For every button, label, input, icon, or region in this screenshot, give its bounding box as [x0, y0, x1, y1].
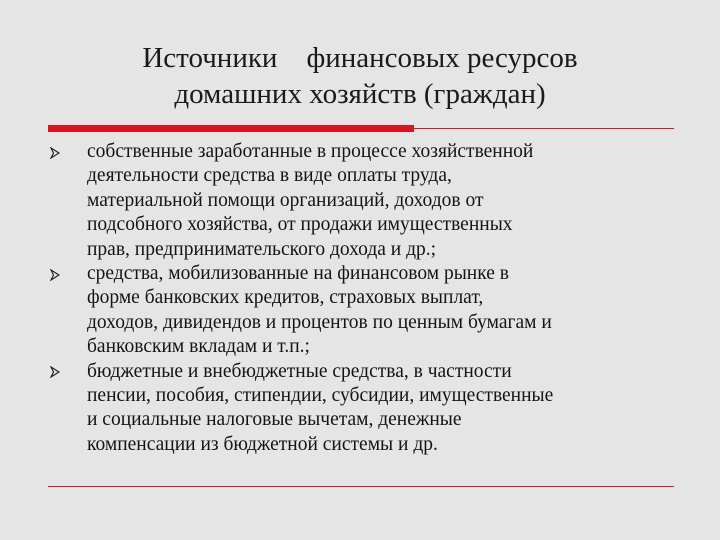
- list-item: [50, 360, 680, 458]
- list-item-line: и социальные налоговые вычетам, денежные: [87, 409, 462, 431]
- list-item-line: доходов, дивидендов и процентов по ценным бумагам и: [87, 311, 552, 333]
- list-item: [50, 140, 680, 262]
- title-line-2: домашних хозяйств (граждан): [174, 78, 546, 110]
- footer-rule: [48, 486, 674, 487]
- title-underline: [48, 128, 674, 129]
- list-item-line: средства, мобилизованные на финансовом рынке в: [87, 263, 509, 285]
- list-item-line: бюджетные и внебюджетные средства, в частности: [87, 360, 512, 382]
- list-item-text: [87, 262, 680, 360]
- title-line-1: Источники финансовых ресурсов: [142, 42, 578, 74]
- list-item-text: [87, 140, 680, 262]
- list-item-line: собственные заработанные в процессе хозяйственной: [87, 141, 534, 162]
- slide-title: [60, 40, 660, 112]
- arrowhead-bullet-icon: [50, 360, 87, 385]
- list-item-line: компенсации из бюджетной системы и др.: [87, 433, 438, 455]
- list-item-text: [87, 360, 680, 458]
- list-item-line: материальной помощи организаций, доходов от: [87, 189, 484, 211]
- list-item-line: пенсии, пособия, стипендии, субсидии, имущественные: [87, 385, 554, 407]
- list-item-line: деятельности средства в виде оплаты труда,: [87, 165, 452, 187]
- arrowhead-bullet-icon: [50, 140, 87, 165]
- arrowhead-bullet-icon: [50, 262, 87, 287]
- list-item-line: подсобного хозяйства, от продажи имущественных: [87, 214, 513, 236]
- list-item-line: форме банковских кредитов, страховых выплат,: [87, 287, 484, 309]
- list-item-line: прав, предпринимательского дохода и др.;: [87, 238, 437, 260]
- list-item: [50, 262, 680, 360]
- bullet-list: [50, 140, 680, 457]
- list-item-line: банковским вкладам и т.п.;: [87, 336, 310, 358]
